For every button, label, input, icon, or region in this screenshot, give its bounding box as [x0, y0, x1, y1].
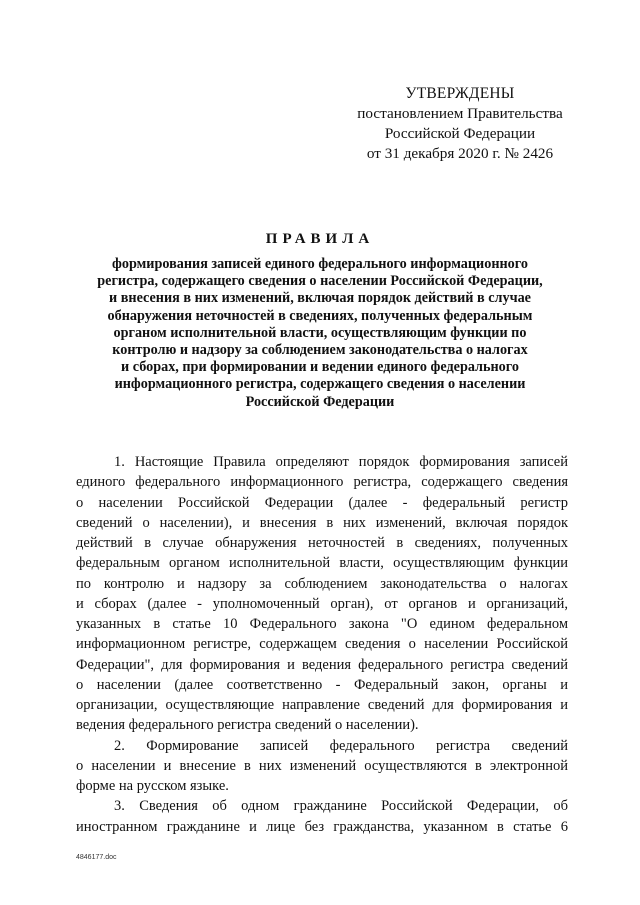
- body-line: Федерации", для формирования и ведения федерального регистра сведений: [76, 656, 568, 673]
- approval-block: [340, 84, 580, 164]
- body-line: федеральным органом исполнительной власти, осуществляющим функции: [76, 555, 568, 572]
- body-line: сведений о населении), и внесения в них изменений, включая порядок: [76, 514, 568, 531]
- subtitle-line: формирования записей единого федерального информационного: [112, 256, 528, 272]
- body-line: форме на русском языке.: [76, 778, 229, 794]
- approval-line: постановлением Правительства: [357, 105, 563, 122]
- subtitle-line: обнаружения неточностей в сведениях, полученных федеральным: [107, 307, 533, 324]
- body-line: 2. Формирование записей федерального регистра сведений: [114, 737, 568, 754]
- body-line: информационном регистре, содержащем сведения о населении Российской: [76, 636, 568, 653]
- body-line: иностранном гражданине и лице без гражданства, указанном в статье 6: [76, 818, 568, 835]
- document-body: [76, 452, 568, 837]
- body-line: организации, осуществляющие направление сведений для формирования и: [76, 697, 568, 713]
- body-line: указанных в статье 10 Федерального закона "О едином федеральном: [76, 616, 568, 632]
- body-line: по контролю и надзору за соблюдением законодательства о налогах: [76, 575, 568, 592]
- subtitle-line: и внесения в них изменений, включая порядок действий в случае: [109, 290, 531, 307]
- body-line: и сборах (далее - уполномоченный орган), от органов и организаций,: [76, 595, 568, 612]
- approval-line: Российской Федерации: [384, 125, 536, 142]
- body-line: о населении (далее соответственно - Федеральный закон, органы и: [76, 676, 568, 693]
- body-line: ведения федерального регистра сведений о населении).: [76, 717, 419, 734]
- file-code: 4846177.doc: [76, 854, 117, 861]
- body-line: о населении Российской Федерации (далее - федеральный регистр: [76, 494, 568, 511]
- subtitle-line: информационного регистра, содержащего сведения о населении: [114, 376, 526, 393]
- subtitle-line: контролю и надзору за соблюдением законодательства о налогах: [112, 342, 528, 359]
- body-line: 1. Настоящие Правила определяют порядок формирования записей: [114, 454, 568, 470]
- subtitle-line: и сборах, при формировании и ведении единого федерального: [121, 359, 519, 376]
- subtitle-line: регистра, содержащего сведения о населении Российской Федерации,: [97, 273, 543, 290]
- approval-heading: УТВЕРЖДЕНЫ: [405, 85, 515, 102]
- body-line: действий в случае обнаружения неточностей в сведениях, полученных: [76, 535, 568, 551]
- body-line: 3. Сведения об одном гражданине Российской Федерации, об: [114, 798, 568, 815]
- document-subtitle: [80, 256, 560, 411]
- body-line: единого федерального информационного регистра, содержащего сведения: [76, 474, 568, 491]
- body-line: о населении и внесение в них изменений осуществляются в электронной: [76, 757, 568, 774]
- subtitle-line: Российской Федерации: [245, 393, 395, 410]
- subtitle-line: органом исполнительной власти, осуществляющим функции по: [113, 324, 527, 341]
- approval-line: от 31 декабря 2020 г. № 2426: [366, 145, 554, 162]
- document-title: ПРАВИЛА: [265, 231, 375, 247]
